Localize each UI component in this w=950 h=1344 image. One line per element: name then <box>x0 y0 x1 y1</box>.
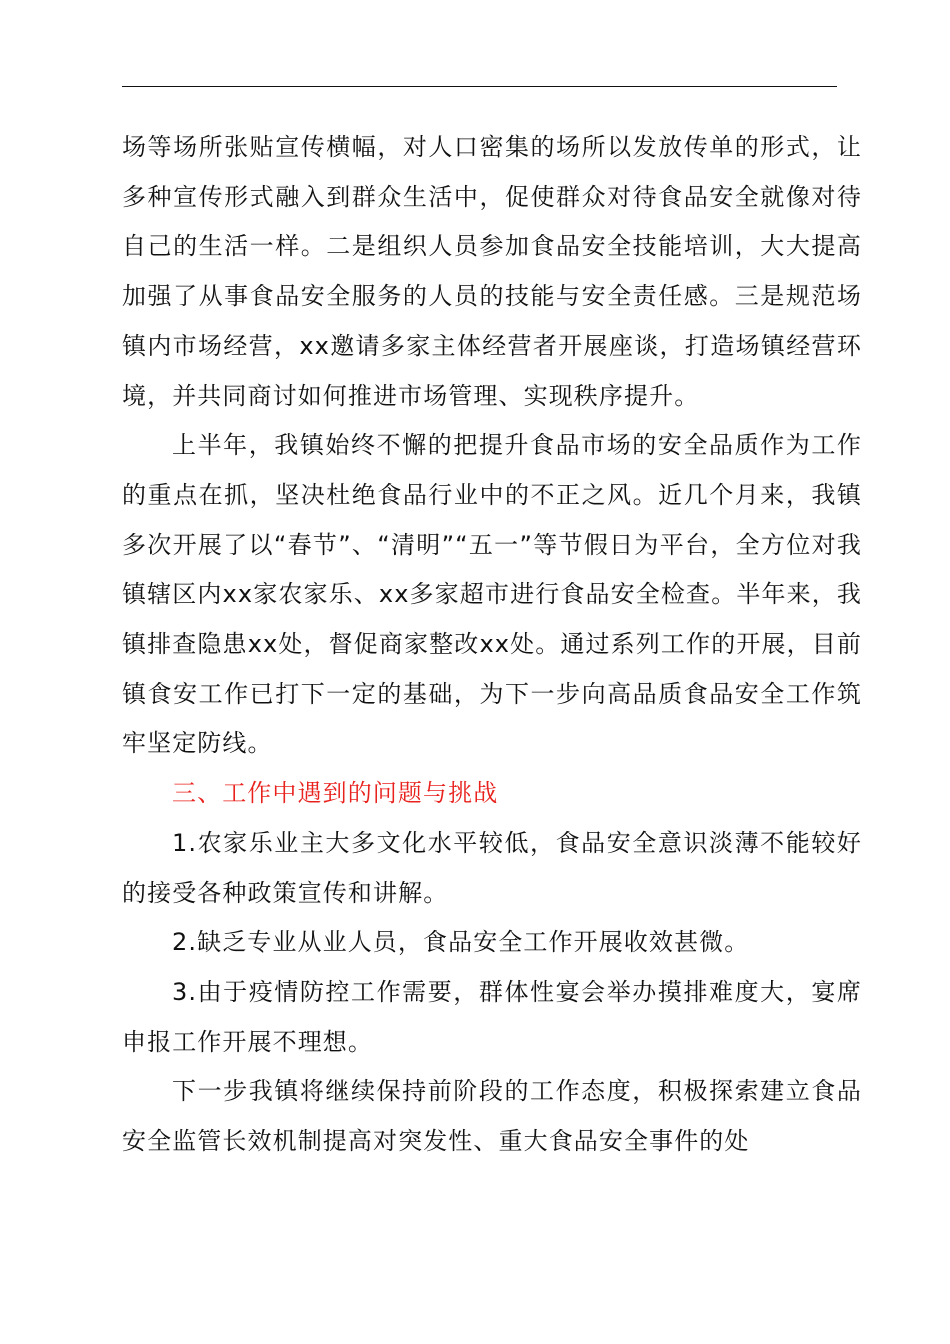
list-item-2: 2.缺乏专业从业人员，食品安全工作开展收效甚微。 <box>172 928 750 957</box>
list-item-1: 1.农家乐业主大多文化水平较低，食品安全意识淡薄不能较好的接受各种政策宣传和讲解。 <box>122 828 862 907</box>
header-rule <box>122 86 837 87</box>
list-item-3: 3.由于疫情防控工作需要，群体性宴会举办摸排难度大，宴席申报工作开展不理想。 <box>122 977 862 1056</box>
document-body <box>122 123 862 1167</box>
body-paragraph-next-steps: 下一步我镇将继续保持前阶段的工作态度，积极探索建立食品安全监管长效机制提高对突发性、重大食品安全事件的处 <box>122 1077 862 1156</box>
body-paragraph-2: 上半年，我镇始终不懈的把提升食品市场的安全品质作为工作的重点在抓，坚决杜绝食品行业中的不正之风。近几个月来，我镇多次开展了以“春节”、“清明”“五一”等节假日为平台，全方位对我镇辖区内xx家农家乐、xx多家超市进行食品安全检查。半年来，我镇排查隐患xx处，督促商家整改xx处。通过系列工作的开展，目前镇食安工作已打下一定的基础，为下一步向高品质食品安全工作筑牢坚定防线。 <box>122 431 862 758</box>
body-paragraph-1: 场等场所张贴宣传横幅，对人口密集的场所以发放传单的形式，让多种宣传形式融入到群众生活中，促使群众对待食品安全就像对待自己的生活一样。二是组织人员参加食品安全技能培训，大大提高加强了从事食品安全服务的人员的技能与安全责任感。三是规范场镇内市场经营，xx邀请多家主体经营者开展座谈，打造场镇经营环境，并共同商讨如何推进市场管理、实现秩序提升。 <box>122 133 862 410</box>
section-heading-3: 三、工作中遇到的问题与挑战 <box>172 779 499 808</box>
